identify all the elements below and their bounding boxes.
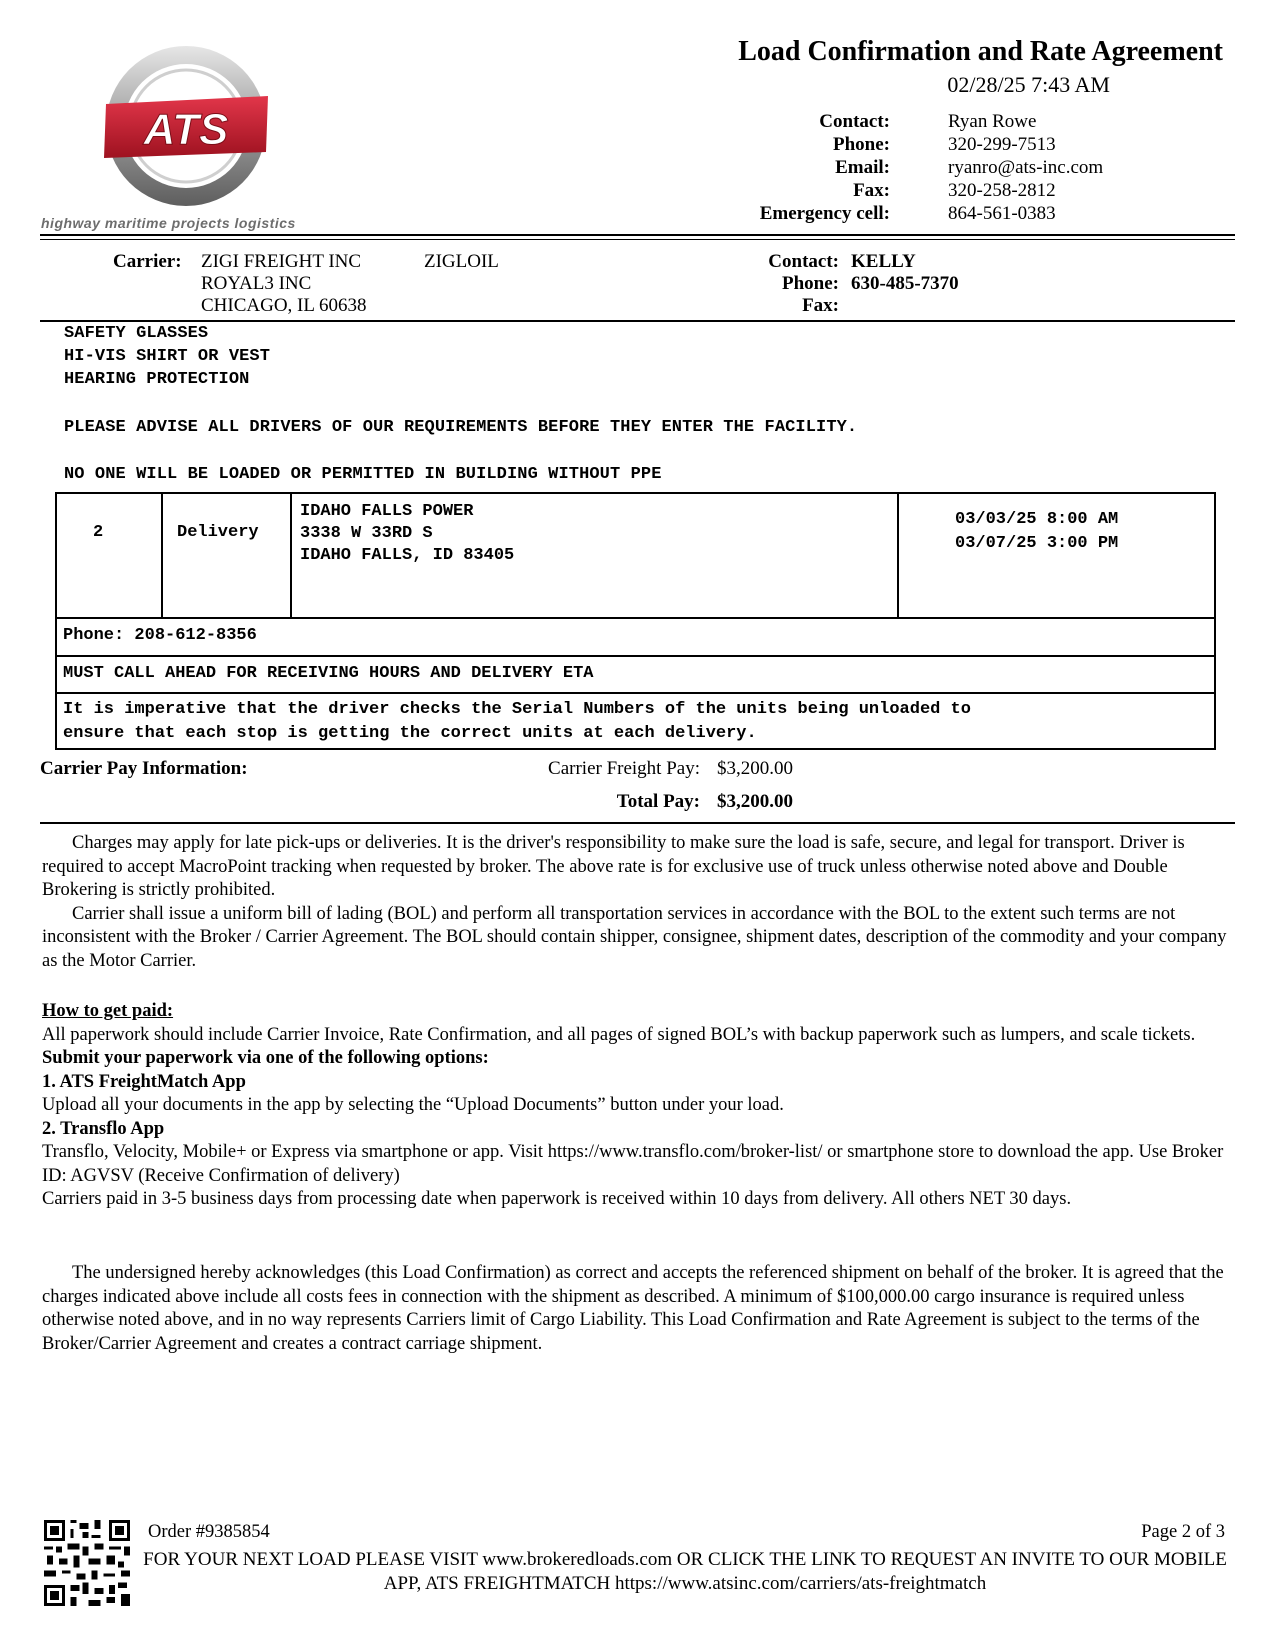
fax-value: 320-258-2812 [948, 180, 1056, 201]
emergency-value: 864-561-0383 [948, 203, 1056, 224]
tagline: highway maritime projects logistics [41, 215, 296, 231]
carrier-code: ZIGLOIL [424, 251, 499, 272]
freight-pay-label: Carrier Freight Pay: [548, 758, 700, 779]
ats-logo [100, 40, 275, 215]
contact-label: Contact: [819, 111, 890, 132]
qr-code[interactable] [44, 1520, 130, 1606]
freight-pay-value: $3,200.00 [717, 758, 793, 779]
terms-section [42, 832, 1232, 973]
emergency-label: Emergency cell: [759, 203, 890, 224]
fax-label: Fax: [853, 180, 890, 201]
page-number: Page 2 of 3 [1141, 1522, 1225, 1542]
stop-number: 2 [93, 523, 104, 542]
email-label: Email: [835, 157, 890, 178]
paperwork-intro: All paperwork should include Carrier Invoice, Rate Confirmation, and all pages of signed BOL’s with backup paperwork such as lumpers, and scale tickets. [42, 1024, 1196, 1045]
logo-text: ATS [143, 105, 229, 154]
carrier-phone: 630-485-7370 [851, 273, 959, 294]
carrier-contact: KELLY [851, 251, 916, 272]
option-2-text: Transflo, Velocity, Mobile+ or Express via smartphone or app. Visit https://www.transflo.com/broker-list/ or smartphone store to download the app. Use Broker ID: AGVSV (Receive Confirmation of delivery) [42, 1142, 1224, 1186]
option-2-title: 2. Transflo App [42, 1118, 165, 1139]
option-1-title: 1. ATS FreightMatch App [42, 1071, 246, 1092]
footer-note: FOR YOUR NEXT LOAD PLEASE VISIT www.brokeredloads.com OR CLICK THE LINK TO REQUEST AN INVITE TO OUR MOBILE APP, ATS FREIGHTMATCH https://www.atsinc.com/carriers/ats-freightmatch [143, 1549, 1227, 1594]
carrier-city: CHICAGO, IL 60638 [201, 295, 367, 316]
stop-date: 03/03/25 8:00 AM [955, 510, 1119, 529]
total-pay-value: $3,200.00 [717, 791, 793, 812]
stop-note-serial: It is imperative that the driver checks the Serial Numbers of the units being unloaded to [63, 700, 971, 719]
stop-note-call-ahead: MUST CALL AHEAD FOR RECEIVING HOURS AND DELIVERY ETA [63, 664, 594, 683]
email-value[interactable]: ryanro@ats-inc.com [948, 157, 1104, 178]
carrier-fax-label: Fax: [802, 295, 839, 316]
advise-notice: PLEASE ADVISE ALL DRIVERS OF OUR REQUIREMENTS BEFORE THEY ENTER THE FACILITY. [64, 418, 858, 437]
pay-section-label: Carrier Pay Information: [40, 758, 248, 779]
document-datetime: 02/28/25 7:43 AM [947, 72, 1110, 97]
total-pay-label: Total Pay: [616, 791, 700, 812]
stop-address-line: IDAHO FALLS, ID 83405 [300, 546, 515, 565]
stop-phone: Phone: 208-612-8356 [63, 626, 257, 645]
carrier-label: Carrier: [113, 251, 182, 272]
acknowledgement-section [42, 1262, 1232, 1356]
header-divider-thin [40, 239, 1235, 240]
stop-date: 03/07/25 3:00 PM [955, 534, 1119, 553]
stop-type: Delivery [177, 523, 259, 542]
option-1-text: Upload all your documents in the app by selecting the “Upload Documents” button under your load. [42, 1095, 784, 1115]
carrier-divider [40, 320, 1235, 322]
how-to-get-paid-heading: How to get paid: [42, 1001, 174, 1021]
terms-paragraph: Charges may apply for late pick-ups or deliveries. It is the driver's responsibility to make sure the load is safe, secure, and legal for transport. Driver is required to accept MacroPoint tracking when requested by broker. The above rate is for exclusive use of truck unless otherwise noted above and Double Brokering is strictly prohibited. [42, 833, 1185, 900]
stop-note-serial: ensure that each stop is getting the correct units at each delivery. [63, 724, 757, 743]
order-number: Order #9385854 [148, 1522, 270, 1542]
ppe-item: HEARING PROTECTION [64, 370, 250, 389]
how-to-get-paid-section [42, 1000, 1232, 1212]
pay-divider [40, 822, 1235, 824]
payment-timing: Carriers paid in 3-5 business days from processing date when paperwork is received within 10 days from delivery. All others NET 30 days. [42, 1189, 1072, 1209]
submit-heading: Submit your paperwork via one of the following options: [42, 1048, 489, 1068]
ppe-item: SAFETY GLASSES [64, 324, 209, 343]
carrier-contact-label: Contact: [768, 251, 839, 272]
document-title: Load Confirmation and Rate Agreement [738, 36, 1223, 67]
stop-address-line: 3338 W 33RD S [300, 524, 433, 543]
acknowledgement-text: The undersigned hereby acknowledges (this Load Confirmation) as correct and accepts the referenced shipment on behalf of the broker. It is agreed that the charges indicated above include all costs fees in connection with the shipment as described. A minimum of $100,000.00 cargo insurance is required unless otherwise noted above, and in no way represents Carriers limit of Cargo Liability. This Load Confirmation and Rate Agreement is subject to the terms of the Broker/Carrier Agreement and creates a contract carriage shipment. [42, 1263, 1224, 1354]
carrier-phone-label: Phone: [782, 273, 839, 294]
phone-value: 320-299-7513 [948, 134, 1056, 155]
carrier-name: ZIGI FREIGHT INC [201, 251, 362, 272]
stop-table [55, 492, 1216, 750]
terms-paragraph: Carrier shall issue a uniform bill of lading (BOL) and perform all transportation services in accordance with the BOL to the extent such terms are not inconsistent with the Broker / Carrier Agreement. The BOL should contain shipper, consignee, shipment dates, description of the commodity and your company as the Motor Carrier. [42, 903, 1227, 971]
ppe-item: HI-VIS SHIRT OR VEST [64, 347, 271, 366]
stop-address-line: IDAHO FALLS POWER [300, 502, 474, 521]
header-divider [40, 234, 1235, 236]
ppe-required-notice: NO ONE WILL BE LOADED OR PERMITTED IN BUILDING WITHOUT PPE [64, 465, 662, 484]
contact-name: Ryan Rowe [948, 111, 1037, 132]
phone-label: Phone: [833, 134, 890, 155]
carrier-line2: ROYAL3 INC [201, 273, 312, 294]
